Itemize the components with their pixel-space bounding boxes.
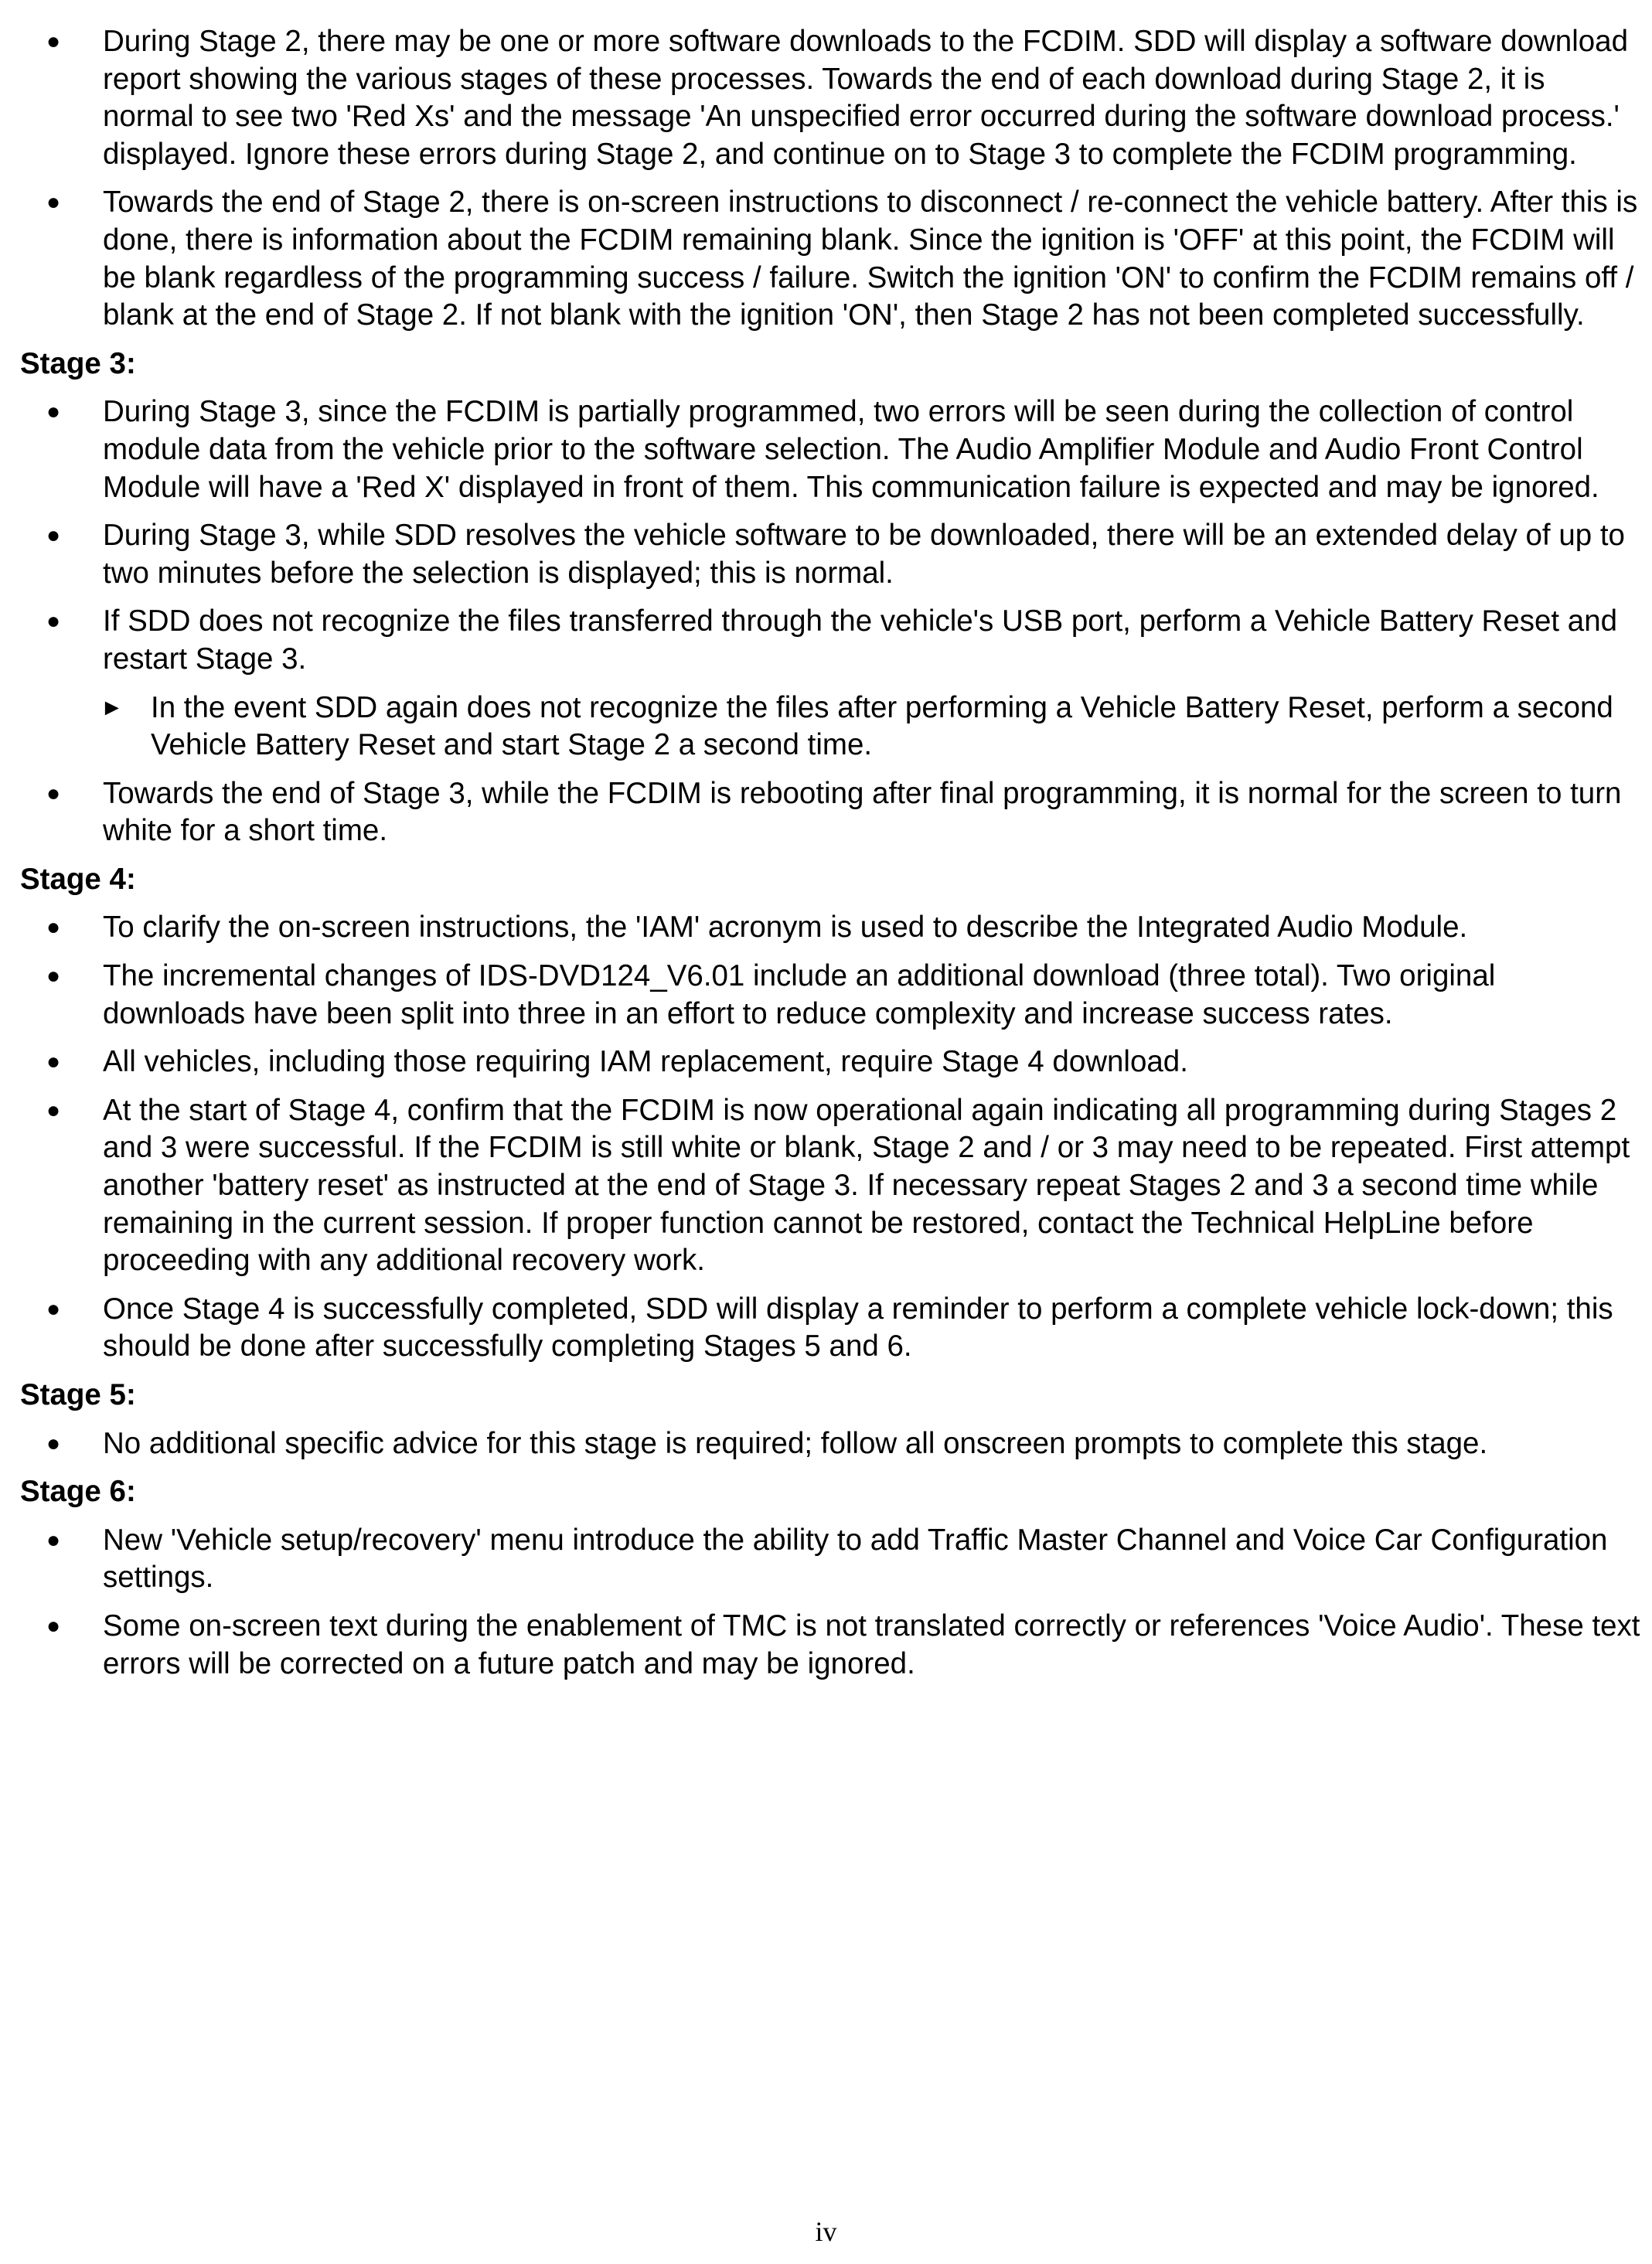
list-item-text: During Stage 3, since the FCDIM is partially programmed, two errors will be seen during the collection of control module data from the vehicle prior to the software selection. The Audio Amplifier Module and Audio Front Control Module will have a 'Red X' displayed in front of them. This communication failure is expected and may be ignored.	[103, 395, 1599, 504]
sub-list-item	[20, 689, 1643, 764]
list-item	[20, 1608, 1643, 1683]
list-item-text: To clarify the on-screen instructions, the 'IAM' acronym is used to describe the Integrated Audio Module.	[103, 911, 1468, 945]
arrow-bullet-icon: ►	[100, 694, 124, 720]
list-item-text: The incremental changes of IDS-DVD124_V6.01 include an additional download (three total). Two original downloads have been split into three in an effort to reduce complexity and increase success rates.	[103, 959, 1496, 1030]
bullet-icon: ●	[46, 1612, 61, 1639]
document-body	[20, 23, 1643, 1694]
section-heading-stage-6: Stage 6:	[20, 1475, 136, 1509]
bullet-icon: ●	[46, 1527, 61, 1553]
list-item	[20, 23, 1643, 173]
sub-list-item-text: In the event SDD again does not recognize the files after performing a Vehicle Battery Reset, perform a second Vehicle Battery Reset and start Stage 2 a second time.	[151, 690, 1613, 762]
list-item-text: Some on-screen text during the enablement of TMC is not translated correctly or references 'Voice Audio'. These text errors will be corrected on a future patch and may be ignored.	[103, 1609, 1640, 1680]
list-item-text: Towards the end of Stage 2, there is on-screen instructions to disconnect / re-connect the vehicle battery. After this is done, there is information about the FCDIM remaining blank. Since the ignition is 'OFF' at this point, the FCDIM will be blank regardless of the programming success / failure. Switch the ignition 'ON' to confirm the FCDIM remains off / blank at the end of Stage 2. If not blank with the ignition 'ON', then Stage 2 has not been completed successfully.	[103, 186, 1638, 332]
list-item-text: Towards the end of Stage 3, while the FCDIM is rebooting after final programming, it is normal for the screen to turn white for a short time.	[103, 776, 1622, 848]
bullet-icon: ●	[46, 189, 61, 216]
list-item	[20, 909, 1643, 947]
bullet-icon: ●	[46, 963, 61, 989]
section-heading-stage-4: Stage 4:	[20, 862, 136, 896]
page-number: iv	[815, 2216, 837, 2247]
list-item	[20, 1043, 1643, 1081]
list-item-text: During Stage 2, there may be one or more software downloads to the FCDIM. SDD will display a software download report showing the various stages of these processes. Towards the end of each download during Stage 2, it is normal to see two 'Red Xs' and the message 'An unspecified error occurred during the software download process.' displayed. Ignore these errors during Stage 2, and continue on to Stage 3 to complete the FCDIM programming.	[103, 25, 1628, 171]
list-item	[20, 1291, 1643, 1366]
list-item	[20, 1092, 1643, 1280]
list-item-text: If SDD does not recognize the files transferred through the vehicle's USB port, perform a Vehicle Battery Reset and restart Stage 3.	[103, 604, 1618, 676]
bullet-icon: ●	[46, 523, 61, 549]
list-item	[20, 1425, 1643, 1463]
bullet-icon: ●	[46, 1295, 61, 1322]
bullet-icon: ●	[46, 29, 61, 54]
bullet-icon: ●	[46, 608, 61, 635]
list-item-text: At the start of Stage 4, confirm that the FCDIM is now operational again indicating all programming during Stages 2 and 3 were successful. If the FCDIM is still white or blank, Stage 2 and / or 3 may need to be repeated. First attempt another 'battery reset' as instructed at the end of Stage 3. If necessary repeat Stages 2 and 3 a second time while remaining in the current session. If proper function cannot be restored, contact the Technical HelpLine before proceeding with any additional recovery work.	[103, 1093, 1630, 1278]
list-item	[20, 184, 1643, 334]
list-item	[20, 517, 1643, 592]
list-item	[20, 775, 1643, 850]
list-item	[20, 393, 1643, 506]
list-item-text: All vehicles, including those requiring IAM replacement, require Stage 4 download.	[103, 1045, 1188, 1079]
bullet-icon: ●	[46, 914, 61, 941]
list-item-text: New 'Vehicle setup/recovery' menu introduce the ability to add Traffic Master Channel and Voice Car Configuration settings.	[103, 1523, 1608, 1595]
list-item	[20, 958, 1643, 1033]
list-item	[20, 1522, 1643, 1597]
section-heading-stage-3: Stage 3:	[20, 346, 136, 380]
bullet-icon: ●	[46, 399, 61, 425]
bullet-icon: ●	[46, 780, 61, 806]
list-item	[20, 603, 1643, 678]
list-item-text: No additional specific advice for this stage is required; follow all onscreen prompts to complete this stage.	[103, 1426, 1488, 1460]
bullet-icon: ●	[46, 1097, 61, 1123]
section-heading-stage-5: Stage 5:	[20, 1378, 136, 1411]
bullet-icon: ●	[46, 1430, 61, 1456]
list-item-text: Once Stage 4 is successfully completed, SDD will display a reminder to perform a complete vehicle lock-down; this should be done after successfully completing Stages 5 and 6.	[103, 1292, 1613, 1364]
list-item-text: During Stage 3, while SDD resolves the vehicle software to be downloaded, there will be an extended delay of up to two minutes before the selection is displayed; this is normal.	[103, 519, 1625, 590]
bullet-icon: ●	[46, 1049, 61, 1075]
